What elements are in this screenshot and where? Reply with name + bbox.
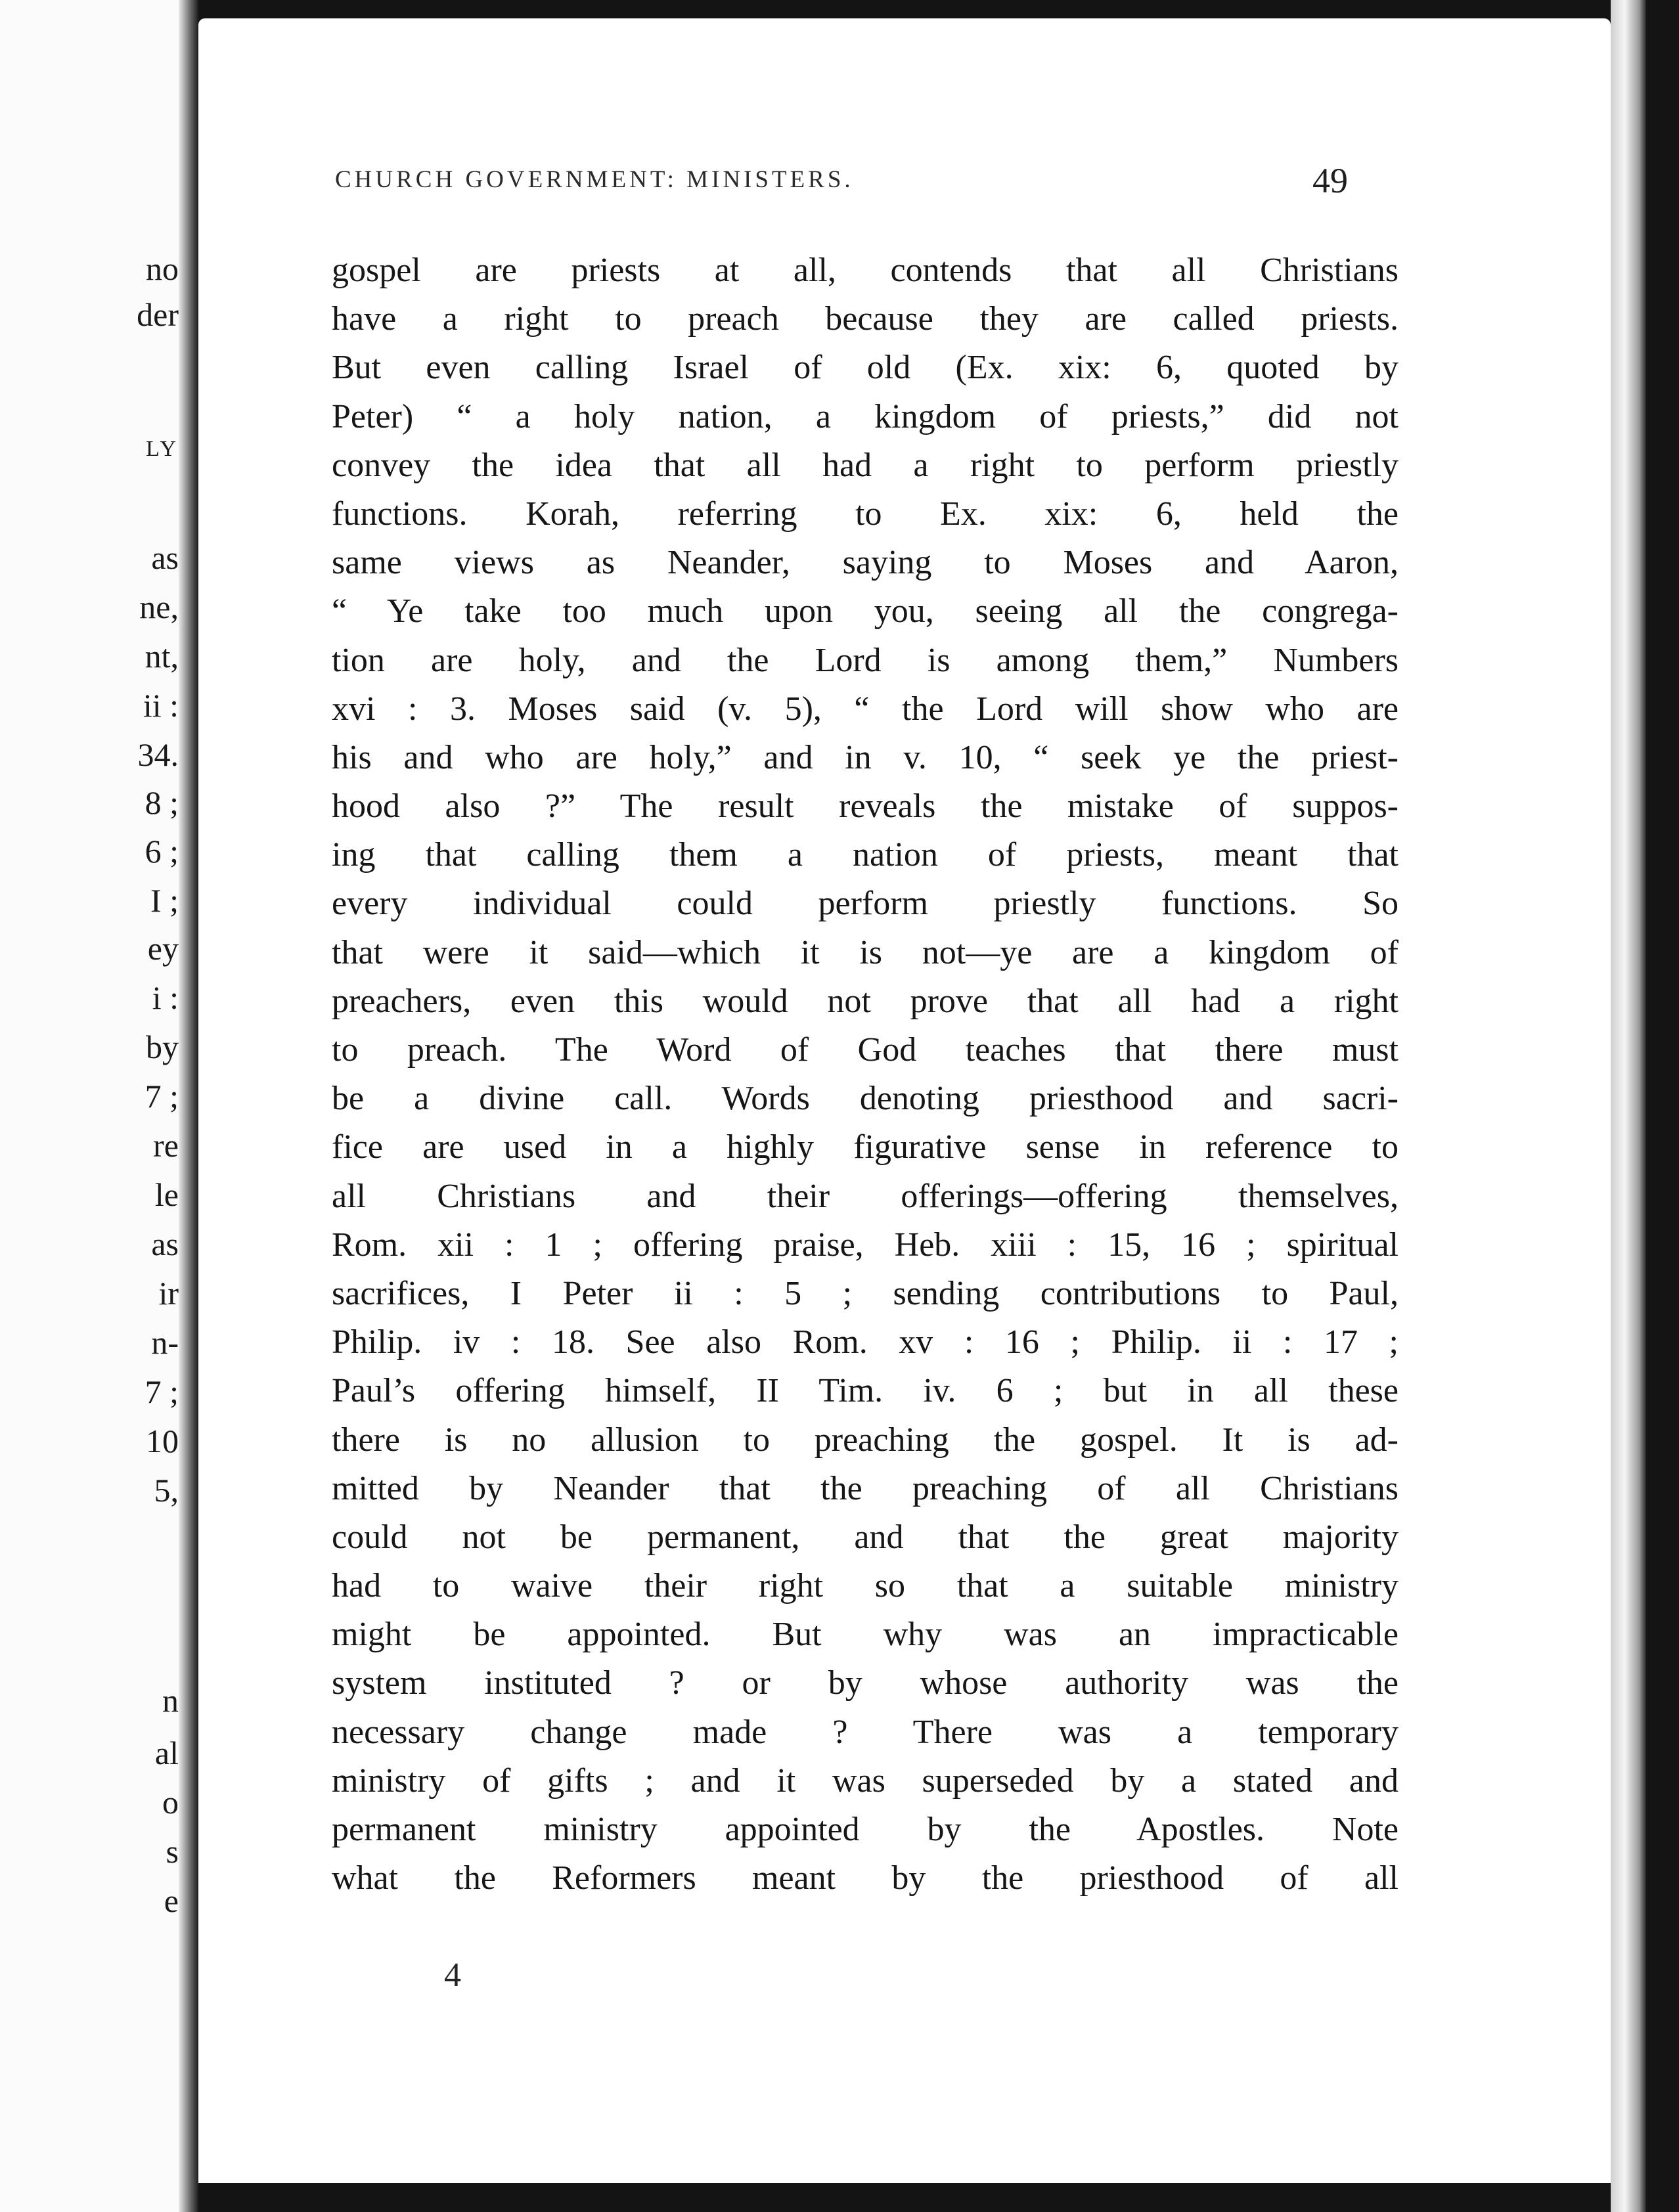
left-page-fragment: i : xyxy=(152,979,179,1016)
text-line: “ Ye take too much upon you, seeing all the congrega- xyxy=(332,592,1399,630)
text-line: ministry of gifts ; and it was superseded by a stated and xyxy=(332,1761,1399,1800)
running-head: CHURCH GOVERNMENT: MINISTERS. xyxy=(335,166,854,193)
text-line: Rom. xii : 1 ; offering praise, Heb. xiii : 15, 16 ; spiritual xyxy=(332,1226,1399,1264)
left-page-fragment: n- xyxy=(151,1324,179,1361)
text-line: Paul’s offering himself, II Tim. iv. 6 ; but in all these xyxy=(332,1372,1399,1410)
text-line: sacrifices, I Peter ii : 5 ; sending contributions to Paul, xyxy=(332,1274,1399,1312)
text-line: tion are holy, and the Lord is among them,” Numbers xyxy=(332,641,1399,679)
text-line: his and who are holy,” and in v. 10, “ seek ye the priest- xyxy=(332,738,1399,776)
text-line: to preach. The Word of God teaches that there must xyxy=(332,1031,1399,1069)
text-line: Philip. iv : 18. See also Rom. xv : 16 ; Philip. ii : 17 ; xyxy=(332,1323,1399,1361)
left-page-fragment: nt, xyxy=(145,638,179,675)
text-line: hood also ?” The result reveals the mistake of suppos- xyxy=(332,787,1399,826)
page-number: 49 xyxy=(1312,161,1348,200)
left-page-fragment: as xyxy=(151,539,179,576)
left-page-fragment: LY xyxy=(146,437,179,461)
left-page-fragment: ey xyxy=(147,930,179,967)
left-page-fragment: as xyxy=(151,1226,179,1262)
left-page-fragment: o xyxy=(162,1784,179,1821)
text-line: functions. Korah, referring to Ex. xix: 6, held the xyxy=(332,495,1399,533)
left-page-fragment: 7 ; xyxy=(145,1373,179,1410)
text-line: had to waive their right so that a suitable ministry xyxy=(332,1567,1399,1605)
signature-mark: 4 xyxy=(444,1957,461,1994)
text-line: preachers, even this would not prove that all had a right xyxy=(332,982,1399,1020)
text-line: have a right to preach because they are called priests. xyxy=(332,300,1399,338)
text-line: every individual could perform priestly functions. So xyxy=(332,885,1399,923)
left-page-fragment: le xyxy=(154,1176,179,1213)
left-page-fragment: ir xyxy=(158,1275,179,1312)
left-page-fragment: al xyxy=(154,1735,179,1771)
left-page-fragment: n xyxy=(162,1682,179,1719)
left-page-fragment: I ; xyxy=(150,882,179,919)
left-page-fragment: by xyxy=(146,1029,179,1065)
text-line: there is no allusion to preaching the gospel. It is ad- xyxy=(332,1421,1399,1459)
text-line: system instituted ? or by whose authority was the xyxy=(332,1664,1399,1702)
text-line: convey the idea that all had a right to perform priestly xyxy=(332,446,1399,484)
left-page-fragment: ne, xyxy=(139,588,179,625)
text-line: permanent ministry appointed by the Apostles. Note xyxy=(332,1811,1399,1848)
page-edge xyxy=(1611,0,1646,2212)
text-line: all Christians and their offerings—offering themselves, xyxy=(332,1177,1399,1215)
book-gutter xyxy=(179,0,198,2212)
left-page-fragment: 8 ; xyxy=(145,784,179,821)
text-line: same views as Neander, saying to Moses and Aaron, xyxy=(332,544,1399,582)
left-page-fragment: der xyxy=(137,296,179,333)
text-line: Peter) “ a holy nation, a kingdom of priests,” did not xyxy=(332,397,1399,435)
text-line: that were it said—which it is not—ye are a kingdom of xyxy=(332,933,1399,971)
left-page-fragment: 10 xyxy=(146,1423,179,1459)
text-line: But even calling Israel of old (Ex. xix: 6, quoted by xyxy=(332,349,1399,387)
text-line: mitted by Neander that the preaching of all Christians xyxy=(332,1469,1399,1507)
text-line: necessary change made ? There was a temporary xyxy=(332,1713,1399,1751)
text-line: could not be permanent, and that the great majority xyxy=(332,1518,1399,1556)
left-page-fragment: re xyxy=(153,1127,179,1164)
left-page-fragment: 34. xyxy=(137,736,179,773)
left-page-fragment: s xyxy=(166,1833,179,1870)
text-line: might be appointed. But why was an impracticable xyxy=(332,1616,1399,1654)
text-line: gospel are priests at all, contends that all Christians xyxy=(332,252,1399,289)
text-line: xvi : 3. Moses said (v. 5), “ the Lord will show who are xyxy=(332,690,1399,728)
body-text xyxy=(332,246,1399,1903)
left-page-fragment: e xyxy=(164,1882,179,1919)
text-line: be a divine call. Words denoting priesthood and sacri- xyxy=(332,1080,1399,1118)
left-page-fragment: 5, xyxy=(154,1472,179,1509)
left-page-fragment: no xyxy=(146,250,179,287)
left-facing-page xyxy=(0,0,188,2212)
left-page-fragment: 6 ; xyxy=(145,833,179,870)
left-page-fragment: 7 ; xyxy=(145,1078,179,1115)
text-line: what the Reformers meant by the priesthood of all xyxy=(332,1859,1399,1897)
text-line: ing that calling them a nation of priests, meant that xyxy=(332,836,1399,874)
left-page-fragment: ii : xyxy=(143,687,179,724)
text-line: fice are used in a highly figurative sense in reference to xyxy=(332,1128,1399,1166)
